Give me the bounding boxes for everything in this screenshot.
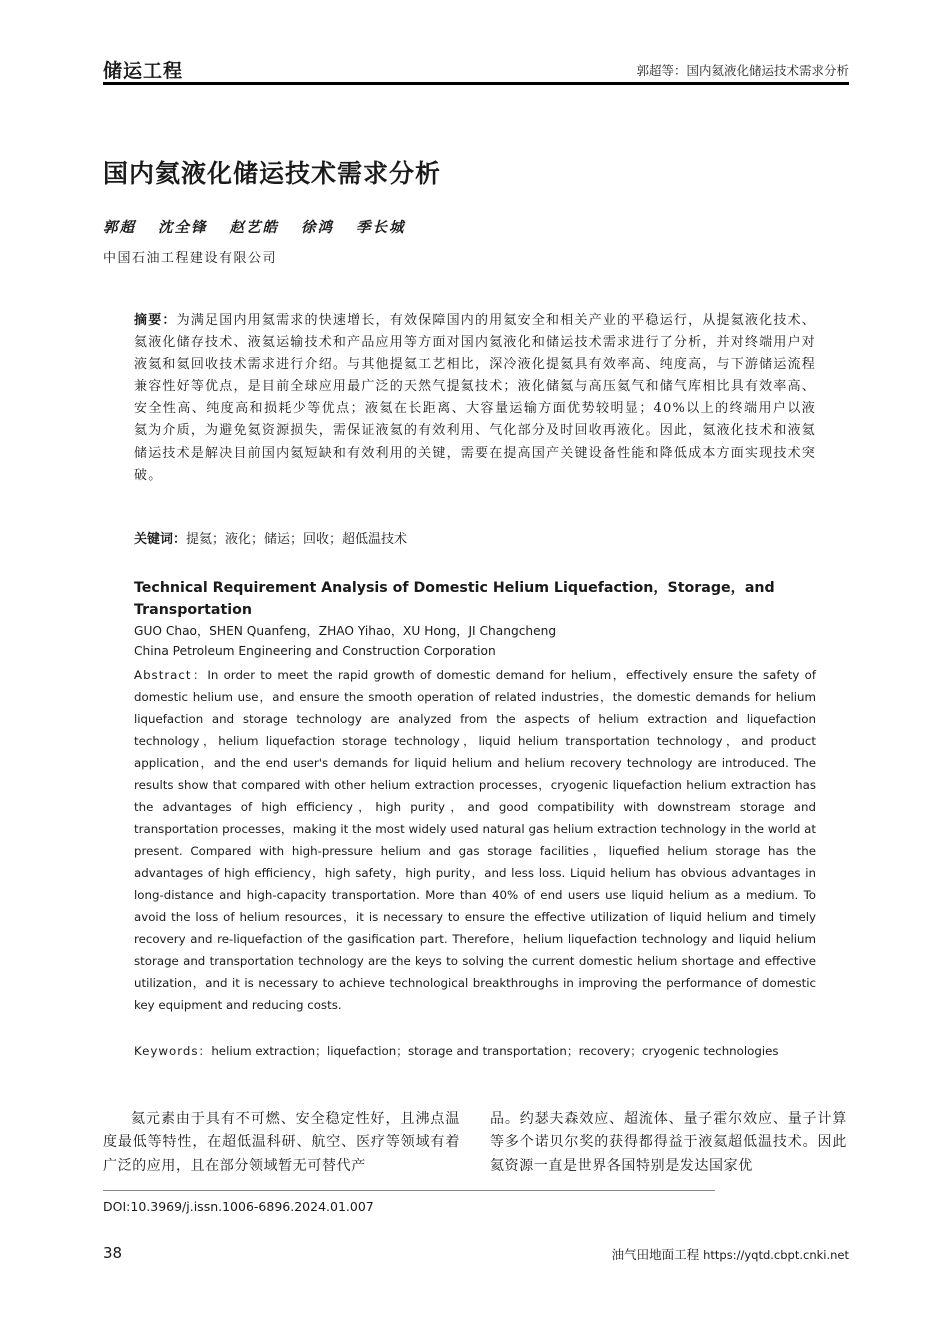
keywords-cn-label: 关键词： <box>134 532 187 547</box>
author: 季长城 <box>356 219 406 236</box>
english-keywords-text: helium extraction；liquefaction；storage and transportation；recovery；cryogenic technologies <box>211 1044 779 1058</box>
abstract-cn-label: 摘要： <box>134 313 177 328</box>
footer-journal <box>612 1245 849 1263</box>
author: 赵艺皓 <box>229 219 279 236</box>
footnote-divider <box>103 1190 715 1191</box>
article-title: 国内氦液化储运技术需求分析 <box>103 159 442 188</box>
author: 沈全锋 <box>158 219 208 236</box>
english-authors: GUO Chao，SHEN Quanfeng，ZHAO Yihao，XU Hong，JI Changcheng <box>134 624 557 638</box>
affiliation: 中国石油工程建设有限公司 <box>103 251 278 266</box>
body-column-right: 品。约瑟夫森效应、超流体、量子霍尔效应、量子计算等多个诺贝尔奖的获得都得益于液氦超低温技术。因此氦资源一直是世界各国特别是发达国家优 <box>490 1111 847 1174</box>
english-keywords-label: Keywords： <box>134 1044 212 1058</box>
page-number: 38 <box>103 1244 123 1262</box>
body-column-left: 氦元素由于具有不可燃、安全稳定性好，且沸点温度最低等特性，在超低温科研、航空、医疗等领域有着广泛的应用，且在部分领域暂无可替代产 <box>103 1111 460 1174</box>
english-abstract-label: Abstract： <box>134 668 208 682</box>
abstract-cn-text: 为满足国内用氦需求的快速增长，有效保障国内的用氦安全和相关产业的平稳运行，从提氦液化技术、氦液化储存技术、液氦运输技术和产品应用等方面对国内氦液化和储运技术需求进行了分析，并对终端用户对液氦和氦回收技术需求进行介绍。与其他提氦工艺相比，深冷液化提氦具有效率高、纯度高，与下游储运流程兼容性好等优点，是目前全球应用最广泛的天然气提氦技术；液化储氦与高压氦气和储气库相比具有效率高、安全性高、纯度高和损耗少等优点；液氦在长距离、大容量运输方面优势较明显；40%以上的终端用户以液氦为介质，为避免氦资源损失，需保证液氦的有效利用、气化部分及时回收再液化。因此，氦液化技术和液氦储运技术是解决目前国内氦短缺和有效利用的关键，需要在提高国产关键设备性能和降低成本方面实现技术突破。 <box>134 313 816 483</box>
english-title: Technical Requirement Analysis of Domestic Helium Liquefaction，Storage，and Transportation <box>134 580 775 618</box>
doi: DOI:10.3969/j.issn.1006-6896.2024.01.007 <box>103 1199 374 1214</box>
journal-section-label: 储运工程 <box>103 60 184 82</box>
english-keywords <box>134 1040 816 1062</box>
author-list <box>103 216 406 237</box>
abstract-cn <box>134 310 816 487</box>
english-abstract <box>134 664 816 1016</box>
author: 徐鸿 <box>301 219 334 236</box>
page-header <box>103 56 849 85</box>
footer-journal-url[interactable]: https://yqtd.cbpt.cnki.net <box>703 1248 849 1262</box>
english-affiliation: China Petroleum Engineering and Construction Corporation <box>134 644 496 658</box>
footer-journal-name: 油气田地面工程 <box>611 1247 700 1262</box>
keywords-cn <box>134 528 407 547</box>
keywords-cn-text: 提氦；液化；储运；回收；超低温技术 <box>186 532 408 547</box>
english-abstract-text: In order to meet the rapid growth of domestic demand for helium，effectively ensure the safety of domestic helium use，and ensure the smooth operation of related industries，the domestic demands for helium liquefaction and storage technology are analyzed from the aspects of helium extraction and liquefaction technology，helium liquefaction storage technology，liquid helium transportation technology，and product application，and the end user's demands for liquid helium and helium recovery technology are introduced. The results show that compared with other helium extraction processes，cryogenic liquefaction helium extraction has the advantages of high efficiency，high purity，and good compatibility with downstream storage and transportation processes，making it the most widely used natural gas helium extraction technology in the world at present. Compared with high-pressure helium and gas storage facilities，liquefied helium storage has the advantages of high efficiency，high safety，high purity，and less loss. Liquid helium has obvious advantages in long-distance and high-capacity transportation. More than 40% of end users use liquid helium as a medium. To avoid the loss of helium resources，it is necessary to ensure the effective utilization of liquid helium and timely recovery and re-liquefaction of the gasification part. Therefore，helium liquefaction technology and liquid helium storage and transportation technology are the keys to solving the current domestic helium shortage and effective utilization，and it is necessary to achieve technological breakthroughs in improving the performance of domestic key equipment and reducing costs. <box>134 668 816 1012</box>
author: 郭超 <box>103 219 136 236</box>
running-head: 郭超等：国内氦液化储运技术需求分析 <box>636 63 849 78</box>
